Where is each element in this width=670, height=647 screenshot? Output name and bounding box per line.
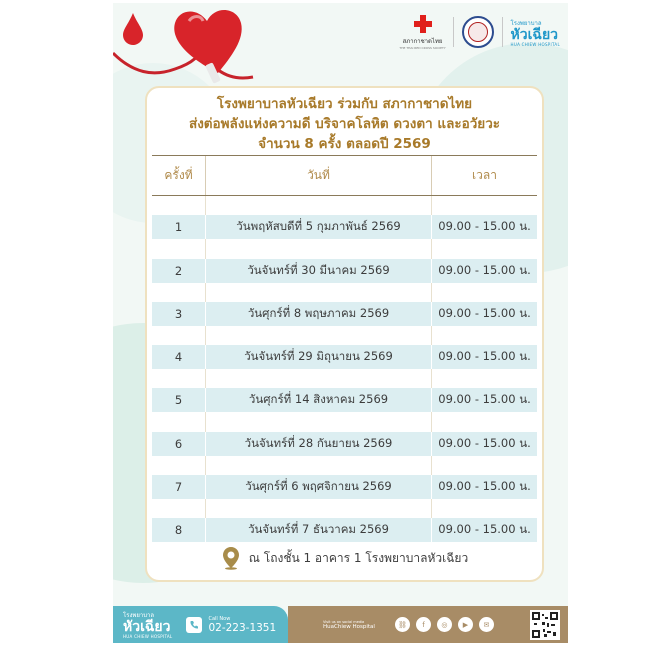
footer-hospital-en: HUA CHIEW HOSPITAL	[123, 634, 173, 639]
cell-date: วันศุกร์ที่ 6 พฤศจิกายน 2569	[205, 475, 432, 499]
table-row	[152, 345, 537, 369]
cell-time: 09.00 - 15.00 น.	[438, 262, 531, 277]
footer-logo	[123, 610, 172, 639]
phone-icon	[186, 617, 202, 633]
cell-time: 09.00 - 15.00 น.	[438, 435, 531, 450]
social-name: HuaChiew Hospital	[323, 623, 375, 630]
row-spacer	[152, 456, 537, 475]
cell-no: 1	[174, 220, 183, 235]
instagram-icon[interactable]: ◎	[437, 617, 452, 632]
cell-date: วันจันทร์ที่ 29 มิถุนายน 2569	[205, 345, 432, 369]
row-spacer	[152, 412, 537, 431]
header-no: ครั้งที่	[164, 168, 193, 182]
cell-no: 8	[174, 523, 183, 538]
cell-no: 5	[174, 393, 183, 408]
cell-time: 09.00 - 15.00 น.	[438, 479, 531, 494]
social-text	[323, 620, 375, 630]
call-now-label: Call Now	[208, 615, 231, 622]
cell-date: วันศุกร์ที่ 14 สิงหาคม 2569	[205, 388, 432, 412]
table-row	[152, 388, 537, 412]
schedule-card	[145, 86, 544, 582]
redcross-logo	[401, 15, 445, 50]
table-row	[152, 432, 537, 456]
cell-date: วันพฤหัสบดีที่ 5 กุมภาพันธ์ 2569	[205, 215, 432, 239]
social-label: Visit us on social media	[323, 619, 365, 624]
row-spacer	[152, 326, 537, 345]
line-icon[interactable]: ✉	[479, 617, 494, 632]
link-icon[interactable]: ⛓	[395, 617, 410, 632]
qr-code-icon[interactable]	[530, 610, 560, 640]
logo-divider	[453, 17, 454, 47]
cell-no: 6	[174, 436, 183, 451]
partner-logos	[401, 13, 560, 51]
cell-no: 4	[174, 350, 183, 365]
cell-time: 09.00 - 15.00 น.	[438, 349, 531, 364]
schedule-table	[152, 155, 537, 542]
huachiew-logo	[511, 18, 560, 47]
header-time: เวลา	[472, 168, 497, 182]
cell-no: 3	[174, 306, 183, 321]
table-row	[152, 302, 537, 326]
table-row	[152, 259, 537, 283]
cell-time: 09.00 - 15.00 น.	[438, 392, 531, 407]
title-line-2: ส่งต่อพลังแห่งความดี บริจาคโลหิต ดวงตา และอวัยวะ	[188, 116, 501, 132]
redcross-sub: THE THAI RED CROSS SOCIETY	[399, 45, 446, 50]
phone-contact[interactable]	[186, 616, 276, 634]
row-spacer	[152, 283, 537, 302]
foundation-seal-icon	[462, 16, 494, 48]
phone-number: 02-223-1351	[208, 621, 277, 634]
title-line-1: โรงพยาบาลหัวเฉียว ร่วมกับ สภากาชาดไทย	[216, 96, 473, 112]
row-spacer	[152, 499, 537, 518]
youtube-icon[interactable]: ▶	[458, 617, 473, 632]
header-date: วันที่	[205, 156, 432, 195]
cell-date: วันจันทร์ที่ 28 กันยายน 2569	[205, 432, 432, 456]
footer-contact	[113, 606, 288, 643]
hospital-small-text: โรงพยาบาล	[510, 19, 542, 27]
poster-title	[147, 94, 542, 154]
table-body	[152, 196, 537, 542]
poster	[113, 3, 568, 643]
cell-no: 7	[174, 480, 183, 495]
redcross-name: สภากาชาดไทย	[402, 37, 443, 45]
location	[147, 546, 542, 570]
footer-hospital-small: โรงพยาบาล	[123, 612, 155, 619]
logo-divider	[502, 17, 503, 47]
cell-date: วันจันทร์ที่ 7 ธันวาคม 2569	[205, 518, 432, 542]
table-row	[152, 475, 537, 499]
footer-social	[288, 606, 568, 643]
table-row	[152, 215, 537, 239]
cell-time: 09.00 - 15.00 น.	[438, 305, 531, 320]
row-spacer	[152, 369, 537, 388]
footer	[113, 606, 568, 643]
location-pin-icon	[221, 546, 241, 570]
table-header	[152, 155, 537, 196]
red-cross-icon	[414, 15, 432, 33]
cell-time: 09.00 - 15.00 น.	[438, 522, 531, 537]
cell-date: วันจันทร์ที่ 30 มีนาคม 2569	[205, 259, 432, 283]
footer-hospital-big: หัวเฉียว	[123, 619, 171, 635]
row-spacer	[152, 239, 537, 258]
cell-no: 2	[174, 263, 183, 278]
facebook-icon[interactable]: f	[416, 617, 431, 632]
blood-heart-illustration	[113, 3, 263, 93]
row-spacer	[152, 196, 537, 215]
table-row	[152, 518, 537, 542]
cell-time: 09.00 - 15.00 น.	[438, 219, 531, 234]
location-text: ณ โถงชั้น 1 อาคาร 1 โรงพยาบาลหัวเฉียว	[248, 550, 469, 565]
hospital-big-text: หัวเฉียว	[510, 26, 559, 43]
hospital-en-text: HUA CHIEW HOSPITAL	[510, 41, 560, 47]
cell-date: วันศุกร์ที่ 8 พฤษภาคม 2569	[205, 302, 432, 326]
title-line-3: จำนวน 8 ครั้ง ตลอดปี 2569	[258, 136, 431, 152]
